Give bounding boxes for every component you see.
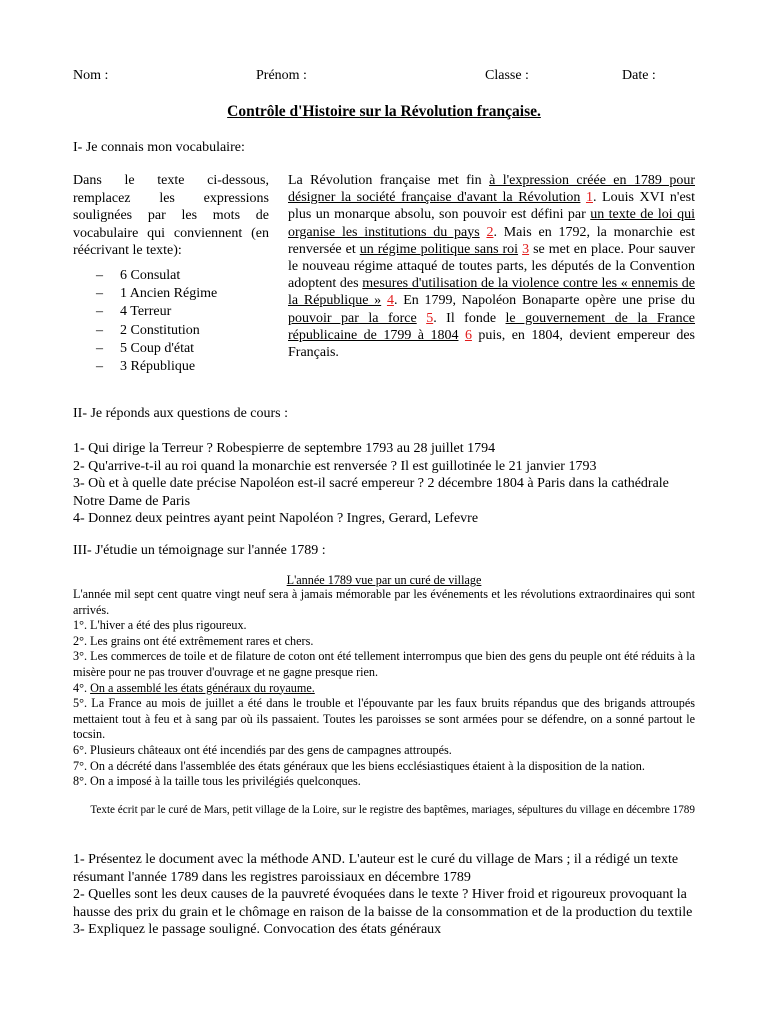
answer-number: 2	[486, 224, 494, 240]
question-answer: 2- Qu'arrive-t-il au roi quand la monarchie est renversée ? Il est guillotinée le 21 janvier 1793	[73, 458, 597, 474]
answer-number: 6	[464, 327, 472, 343]
passage-text: . Il fonde	[433, 310, 506, 326]
underlined-passage: On a assemblé les états généraux du royaume.	[90, 680, 315, 695]
underlined-expression: un régime politique sans roi	[359, 241, 519, 257]
underlined-expression: le gouvernement de la France républicaine de 1799 à 1804	[288, 310, 696, 343]
question-answer: 1- Qui dirige la Terreur ? Robespierre de septembre 1793 au 28 juillet 1794	[73, 441, 496, 456]
page-title: Contrôle d'Histoire sur la Révolution française.	[227, 103, 541, 120]
testimony-item: 5°. La France au mois de juillet a été dans le trouble et l'épouvante par les faux bruits répandus que des brigands attroupés mettaient tout à feu et à sang par où ils passaient. Toutes les paroisses se sont armées pour se défendre, on a sonné partout le tocsin.	[73, 696, 695, 742]
question-answer: 2- Quelles sont les deux causes de la pauvreté évoquées dans le texte ? Hiver froid et rigoureux provoquant la hausse des prix du grain et le chômage en raison de la baisse de la consommation et de la production du textile	[73, 887, 693, 920]
testimony-item: 1°. L'hiver a été des plus rigoureux.	[73, 618, 247, 633]
testimony-title: L'année 1789 vue par un curé de village	[286, 573, 482, 587]
section2-heading: II- Je réponds aux questions de cours :	[73, 406, 289, 421]
header-prenom: Prénom :	[256, 68, 307, 83]
answer-number: 4	[386, 293, 394, 309]
vocabulary-instructions: Dans le texte ci-dessous, remplacez les expressions soulignées par les mots de vocabulaire qui conviennent (en réécrivant le texte):	[73, 173, 269, 258]
question-answer: 4- Donnez deux peintres ayant peint Napoléon ? Ingres, Gerard, Lefevre	[73, 511, 479, 526]
vocab-word: – 4 Terreur	[96, 303, 217, 321]
vocab-word: – 2 Constitution	[96, 322, 217, 340]
testimony-caption: Texte écrit par le curé de Mars, petit village de la Loire, sur le registre des baptêmes, mariages, sépultures du village en décembre 1789	[90, 804, 695, 816]
vocabulary-word-list	[96, 267, 217, 376]
testimony-item: 8°. On a imposé à la taille tous les privilégiés quelconques.	[73, 774, 361, 789]
testimony-item: 3°. Les commerces de toile et de filature de coton ont été tellement interrompus que bien des gens du peuple ont été réduits à la misère pour ne pas trouver d'ouvrage et ne gagne presque rien.	[73, 649, 695, 679]
testimony-item	[73, 681, 695, 697]
passage-text: puis, en 1804, devient empereur des Français.	[288, 327, 695, 361]
section3-heading: III- J'étudie un témoignage sur l'année 1789 :	[73, 543, 326, 558]
passage-text: La Révolution française met fin	[288, 173, 490, 188]
testimony-item: 2°. Les grains ont été extrêmement rares et chers.	[73, 633, 314, 648]
vocab-word: – 6 Consulat	[96, 267, 217, 285]
testimony-text	[73, 587, 695, 790]
answer-number: 3	[522, 241, 530, 257]
header-classe: Classe :	[485, 68, 529, 83]
course-questions	[73, 440, 695, 528]
underlined-expression: pouvoir par la force	[288, 310, 417, 326]
testimony-questions	[73, 851, 695, 939]
vocab-word: – 3 République	[96, 358, 217, 376]
passage-text: se met en place. Pour sauver le nouveau régime attaqué de toutes parts, les députés de la Convention adoptent des	[288, 241, 696, 292]
underlined-expression: à l'expression créée en 1789 pour désigner la société française d'avant la Révolution	[288, 173, 695, 206]
passage-text: . En 1799, Napoléon Bonaparte opère une prise du	[393, 293, 696, 309]
question-answer: 1- Présentez le document avec la méthode AND. L'auteur est le curé du village de Mars ; il a rédigé un texte résumant l'année 1789 dans les registres paroissiaux en décembre 1789	[73, 852, 679, 885]
passage-text: . Mais en 1792, la monarchie est renversée et	[288, 224, 695, 257]
vocab-word: – 5 Coup d'état	[96, 340, 217, 358]
answer-number: 5	[426, 310, 434, 326]
answer-number: 1	[585, 190, 593, 206]
underlined-expression: un texte de loi qui organise les institutions du pays	[288, 207, 696, 240]
testimony-intro: L'année mil sept cent quatre vingt neuf sera à jamais mémorable par les événements et les révolutions extraordinaires qui sont arrivés.	[73, 587, 695, 617]
question-answer: 3- Où et à quelle date précise Napoléon est-il sacré empereur ? 2 décembre 1804 à Paris dans la cathédrale Notre Dame de Paris	[73, 476, 669, 509]
header-date: Date :	[622, 68, 656, 83]
vocab-word: – 1 Ancien Régime	[96, 285, 217, 303]
underlined-expression: mesures d'utilisation de la violence contre les « ennemis de la République »	[288, 276, 695, 309]
testimony-item-number: 4°.	[73, 680, 91, 695]
testimony-item: 6°. Plusieurs châteaux ont été incendiés par des gens de campagnes attroupés.	[73, 742, 452, 757]
passage-text: . Louis XVI n'est plus un monarque absolu, son pouvoir est défini par	[288, 190, 695, 223]
testimony-item: 7°. On a décrété dans l'assemblée des états généraux que les biens ecclésiastiques étaient à la disposition de la nation.	[73, 758, 645, 773]
section1-heading: I- Je connais mon vocabulaire:	[73, 140, 245, 155]
header-nom: Nom :	[73, 68, 109, 83]
vocabulary-passage	[288, 172, 695, 361]
question-answer: 3- Expliquez le passage souligné. Convocation des états généraux	[73, 922, 442, 937]
